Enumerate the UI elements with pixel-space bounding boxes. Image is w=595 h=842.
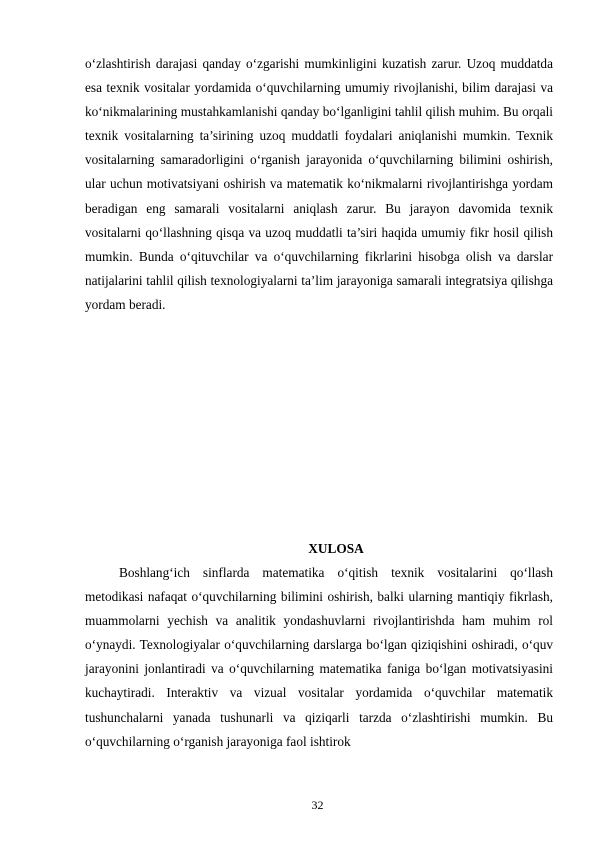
page-number: 32 [311, 798, 324, 812]
body-paragraph-2: Boshlang‘ich sinflarda matematika o‘qitish texnik vositalarini qo‘llash metodikasi nafaqat o‘quvchilarning bilimini oshirish, balki ularning mantiqiy fikrlash, muammolarni yechish va analitik yondashuvlarni rivojlantirishda ham muhim rol o‘ynaydi. Texnologiyalar o‘quvchilarning darslarga bo‘lgan qiziqishini oshiradi, o‘quv jarayonini jonlantiradi va o‘quvchilarning matematika faniga bo‘lgan motivatsiyasini kuchaytiradi. Interaktiv va vizual vositalar yordamida o‘quvchilar matematik tushunchalarni yanada tushunarli va qiziqarli tarzda o‘zlashtirishi mumkin. Bu o‘quvchilarning o‘rganish jarayoniga faol ishtirok [85, 565, 553, 749]
section-heading: XULOSA [308, 541, 364, 556]
body-paragraph-1: o‘zlashtirish darajasi qanday o‘zgarishi mumkinligini kuzatish zarur. Uzoq muddatda esa texnik vositalar yordamida o‘quvchilarning umumiy rivojlanishi, bilim darajasi va ko‘nikmalarining mustahkamlanishi qanday bo‘lganligini tahlil qilish muhim. Bu orqali texnik vositalarning ta’sirining uzoq muddatli foydalari aniqlanishi mumkin. Texnik vositalarning samaradorligini o‘rganish jarayonida o‘quvchilarning bilimini oshirish, ular uchun motivatsiyani oshirish va matematik ko‘nikmalarni rivojlantirishga yordam beradigan eng samarali vositalarni aniqlash zarur. Bu jarayon davomida texnik vositalarni qo‘llashning qisqa va uzoq muddatli ta’siri haqida umumiy fikr hosil qilish mumkin. Bunda o‘qituvchilar va o‘quvchilarning fikrlarini hisobga olish va darslar natijalarini tahlil qilish texnologiyalarni ta’lim jarayoniga samarali integratsiya qilishga yordam beradi. [85, 56, 553, 312]
